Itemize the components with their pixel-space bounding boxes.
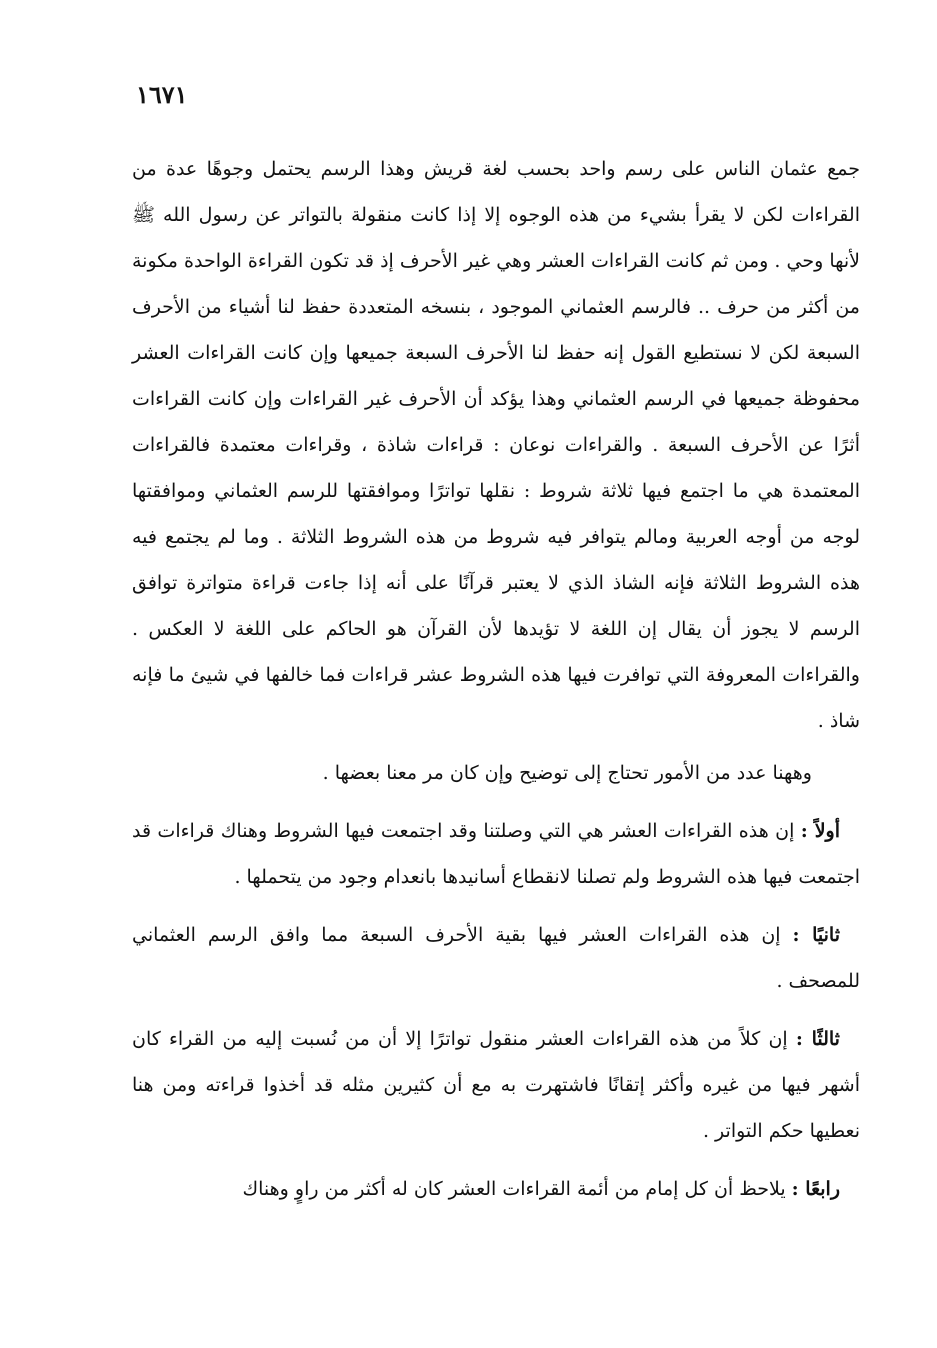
point-third-label: ثالثًا : (795, 1028, 840, 1050)
point-fourth-label: رابعًا : (791, 1178, 840, 1200)
page-number: ١٦٧١ (136, 80, 188, 109)
point-third (132, 1016, 860, 1154)
point-second-text: إن هذه القراءات العشر فيها بقية الأحرف السبعة مما وافق الرسم العثماني للمصحف . (132, 924, 860, 992)
page-body (132, 146, 860, 1212)
point-fourth (132, 1166, 860, 1212)
intro-paragraph: وههنا عدد من الأمور تحتاج إلى توضيح وإن كان مر معنا بعضها . (322, 762, 812, 784)
point-second (132, 912, 860, 1004)
point-fourth-text: يلاحظ أن كل إمام من أئمة القراءات العشر كان له أكثر من راوٍ وهناك (242, 1178, 786, 1200)
point-first (132, 808, 860, 900)
point-second-label: ثانيًا : (792, 924, 840, 946)
point-third-text: إن كلاً من هذه القراءات العشر منقول تواترًا إلا أن من نُسبت إليه من القراء كان أشهر فيها من غيره وأكثر إتقانًا فاشتهرت به مع أن كثيرين مثله قد أخذوا قراءته ومن هنا نعطيها حكم التواتر . (132, 1028, 860, 1142)
point-first-text: إن هذه القراءات العشر هي التي وصلتنا وقد اجتمعت فيها الشروط وهناك قراءات قد اجتمعت فيها هذه الشروط ولم تصلنا لانقطاع أسانيدها بانعدام وجود من يتحملها . (132, 820, 860, 888)
point-first-label: أولاً : (800, 820, 840, 842)
main-paragraph: جمع عثمان الناس على رسم واحد بحسب لغة قريش وهذا الرسم يحتمل وجوهًا عدة من القراءات لكن لا يقرأ بشيء من هذه الوجوه إلا إذا كانت منقولة بالتواتر عن رسول الله ﷺ لأنها وحي . ومن ثم كانت القراءات العشر وهي غير الأحرف إذ قد تكون القراءة الواحدة مكونة من أكثر من حرف .. فالرسم العثماني الموجود ، بنسخه المتعددة حفظ لنا أشياء من الأحرف السبعة لكن لا نستطيع القول إنه حفظ لنا الأحرف السبعة جميعها وإن كانت القراءات العشر محفوظة جميعها في الرسم العثماني وهذا يؤكد أن الأحرف غير القراءات وإن كانت القراءات أثرًا عن الأحرف السبعة . والقراءات نوعان : قراءات شاذة ، وقراءات معتمدة فالقراءات المعتمدة هي ما اجتمع فيها ثلاثة شروط : نقلها تواترًا وموافقتها للرسم العثماني وموافقتها لوجه من أوجه العربية ومالم يتوافر فيه شروط من هذه الشروط الثلاثة . وما لم يجتمع فيه هذه الشروط الثلاثة فإنه الشاذ الذي لا يعتبر قرآنًا على أنه إذا جاءت قراءة متواترة توافق الرسم لا يجوز أن يقال إن اللغة لا تؤيدها لأن القرآن هو الحاكم على اللغة لا العكس . والقراءات المعروفة التي توافرت فيها هذه الشروط عشر قراءات فما خالفها في شيئ ما فإنه شاذ . (132, 158, 860, 732)
